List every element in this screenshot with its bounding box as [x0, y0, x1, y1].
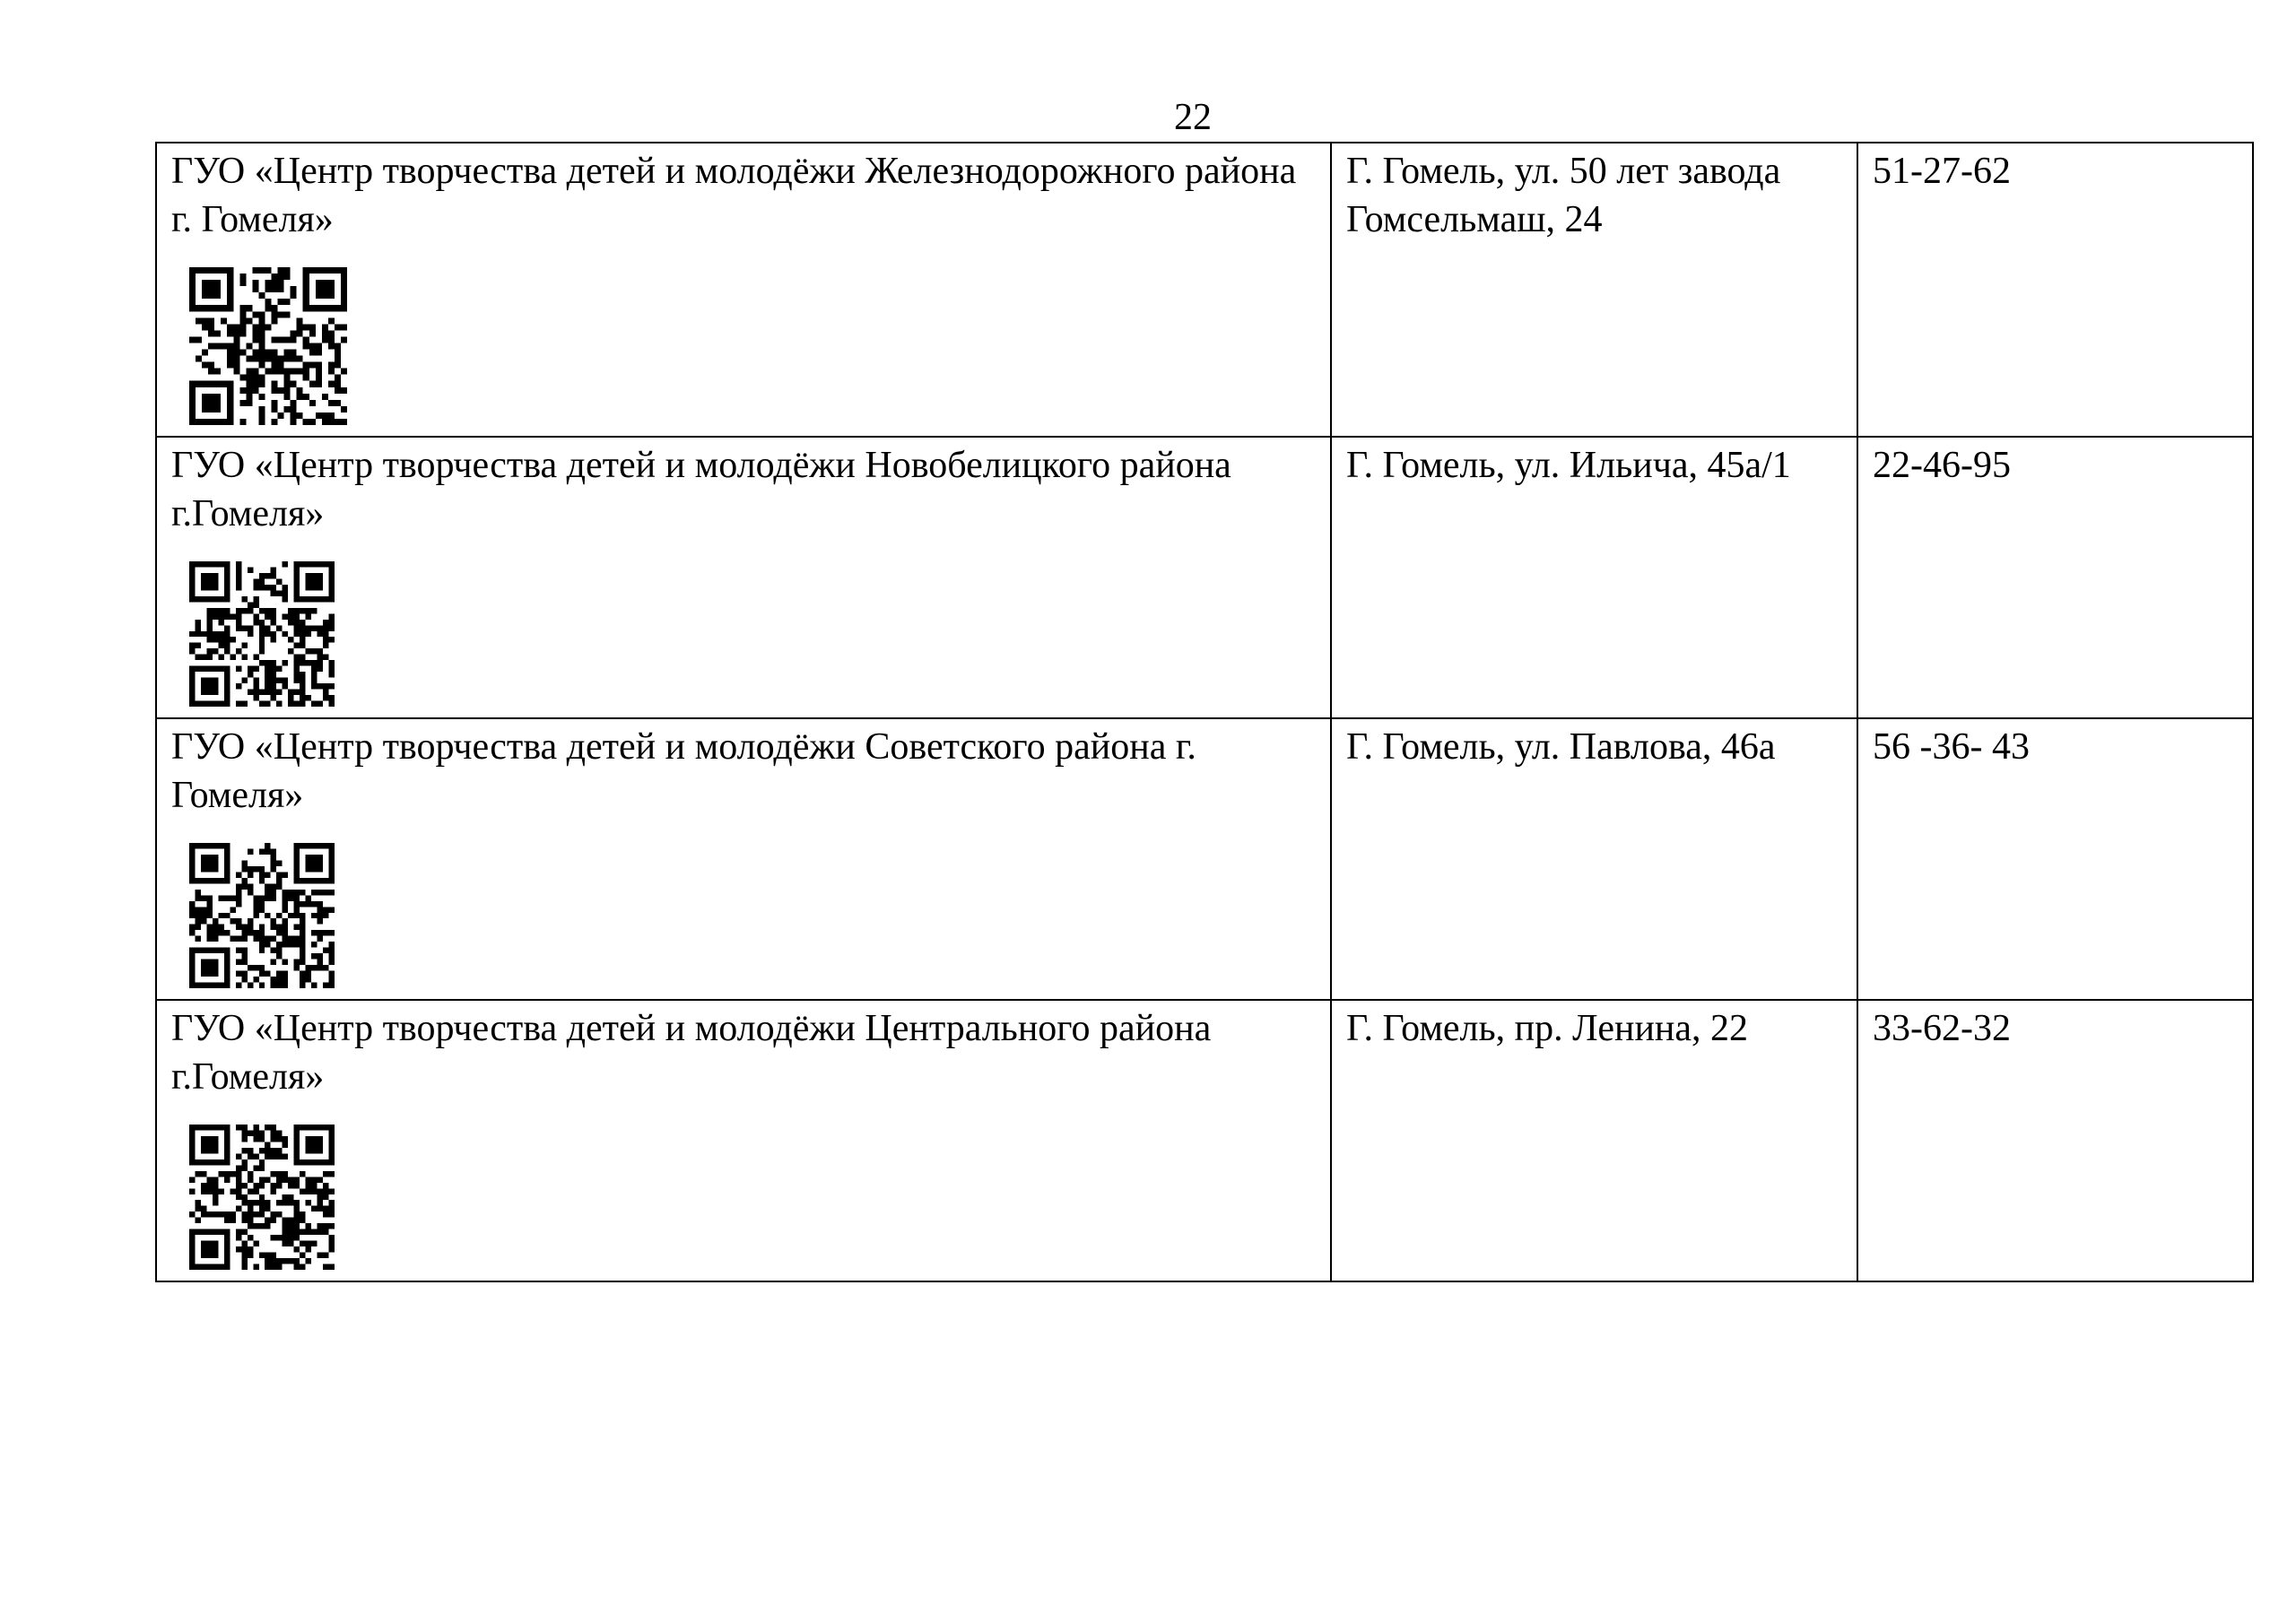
address-cell: Г. Гомель, ул. Ильича, 45а/1: [1331, 437, 1857, 718]
table-row: [156, 1000, 2253, 1281]
table-row: [156, 718, 2253, 1000]
institution-name: ГУО «Центр творчества детей и молодёжи Советского района г. Гомеля»: [171, 726, 1196, 816]
name-cell: [156, 718, 1331, 1000]
table-row: [156, 437, 2253, 718]
phone-cell: 33-62-32: [1857, 1000, 2253, 1281]
address-cell: Г. Гомель, ул. Павлова, 46а: [1331, 718, 1857, 1000]
qr-code-icon[interactable]: [189, 1125, 1316, 1270]
name-cell: [156, 143, 1331, 437]
institutions-table: [155, 142, 2254, 1282]
table-row: [156, 143, 2253, 437]
address-cell: Г. Гомель, пр. Ленина, 22: [1331, 1000, 1857, 1281]
page-number: 22: [1174, 97, 1212, 138]
qr-code-icon[interactable]: [189, 561, 1316, 707]
name-cell: [156, 437, 1331, 718]
qr-code-icon[interactable]: [189, 267, 1316, 425]
address-cell: Г. Гомель, ул. 50 лет завода Гомсельмаш, 24: [1331, 143, 1857, 437]
institution-name: ГУО «Центр творчества детей и молодёжи Центрального района г.Гомеля»: [171, 1008, 1212, 1098]
phone-cell: 56 -36- 43: [1857, 718, 2253, 1000]
phone-cell: 51-27-62: [1857, 143, 2253, 437]
institution-name: ГУО «Центр творчества детей и молодёжи Железнодорожного района г. Гомеля»: [171, 151, 1297, 240]
qr-code-icon[interactable]: [189, 843, 1316, 988]
phone-cell: 22-46-95: [1857, 437, 2253, 718]
institution-name: ГУО «Центр творчества детей и молодёжи Новобелицкого района г.Гомеля»: [171, 445, 1231, 534]
name-cell: [156, 1000, 1331, 1281]
